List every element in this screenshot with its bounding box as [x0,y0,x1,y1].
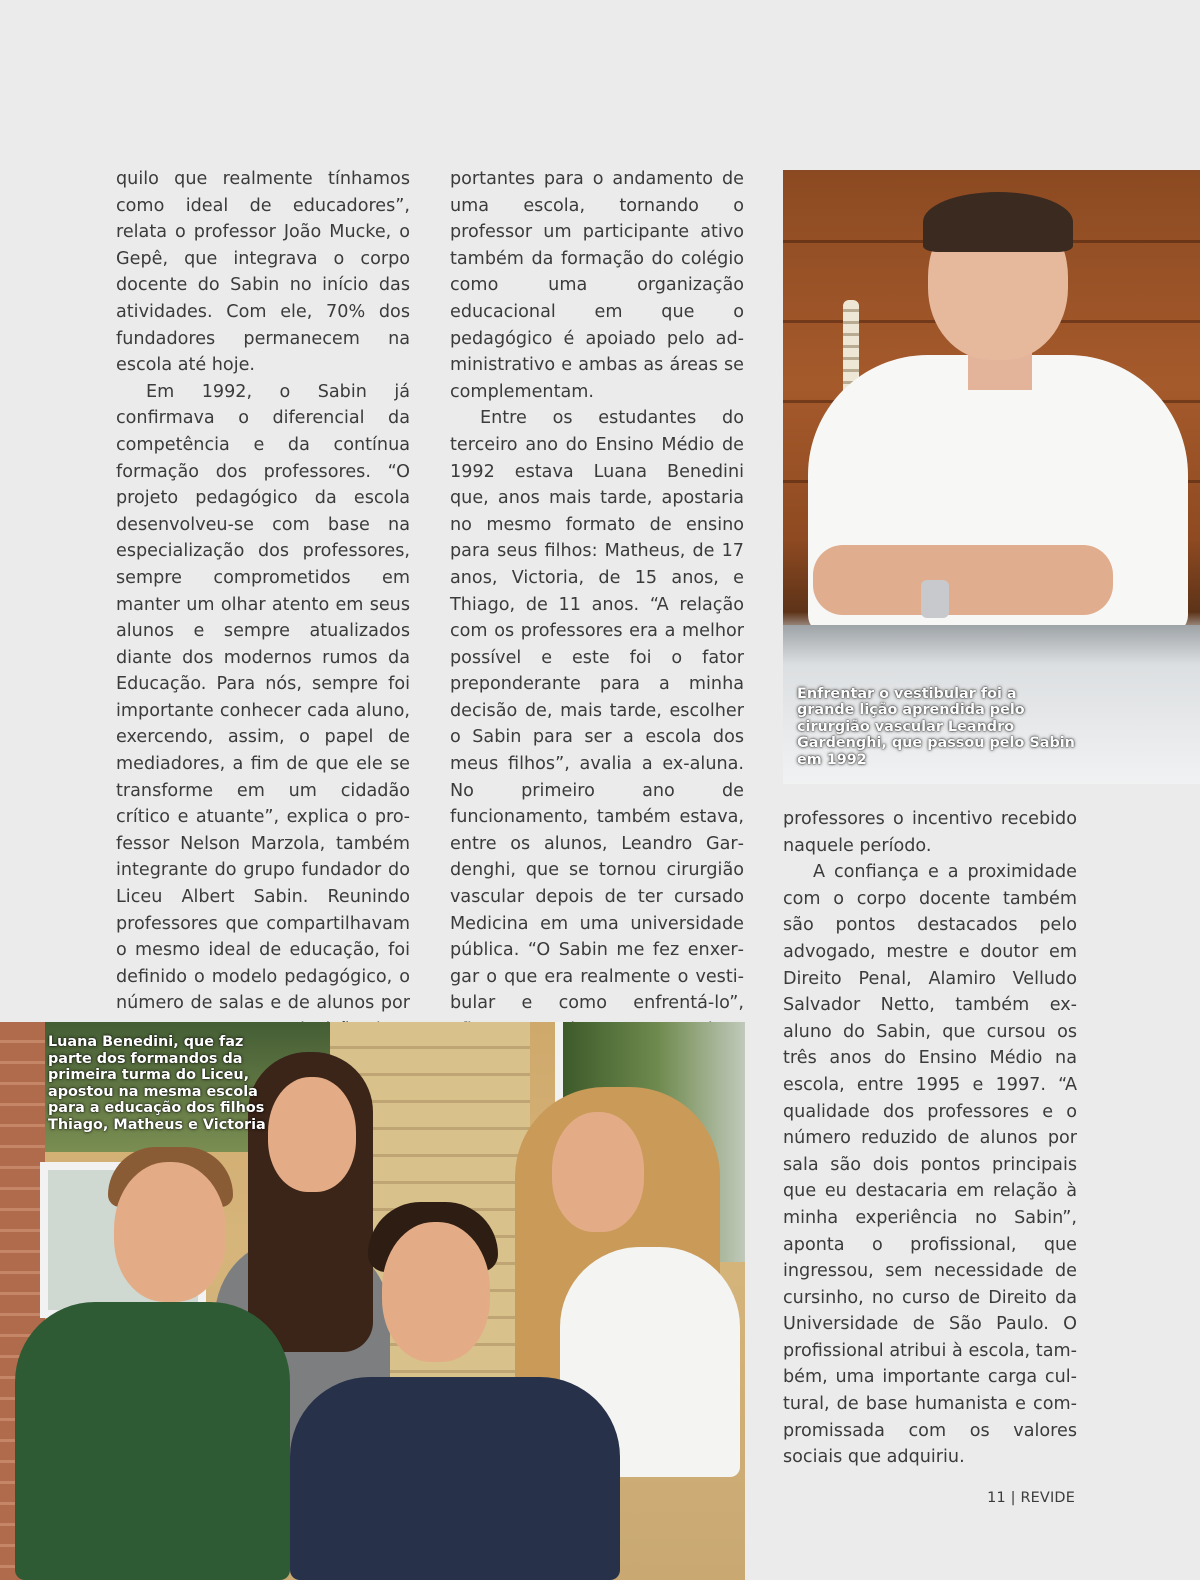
paragraph: professores o incentivo recebido naquele período. [783,809,1077,856]
page-footer [930,1490,1075,1506]
paragraph: Em 1992, o Sabin já confirmava o diferencial da competência e da contínua formação dos professores. “O projeto pedagógico da escola desenvolveu-se com base na especialização dos professores, sempre comprometidos em manter um olhar atento em seus alunos e sempre atualizados diante dos modernos rumos da Educação. Para nós, sempre foi importante conhecer cada aluno, exercendo, assim, o papel de mediadores, a fim de que ele se transforme em um cidadão crítico e atuante”, explica o professor Nelson Marzola, também integrante do grupo fundador do Liceu Albert Sabin. Reunindo professores que compartilhavam o mesmo ideal de educação, foi definido o modelo pedagógico, o número de salas e de alunos por [116,381,410,1014]
photo-caption-family: Luana Benedini, que faz parte dos formandos da primeira turma do Liceu, apostou na mesma escola para a educação dos filhos Thiago, Matheus e Victoria [48,1034,266,1133]
paragraph: portantes para o andamento de uma escola, tornando o professor um participante ativo também da formação do colégio como uma organização educacional em que o pedagógico é apoiado pelo administrativo e ambas as áreas se complementam. [450,169,744,402]
watch-icon [921,580,949,618]
footer-separator: | [1010,1490,1016,1506]
paragraph: quilo que realmente tínhamos como ideal de educadores”, relata o professor João Mucke, o Gepê, que integrava o corpo docente do Sabin no início das atividades. Com ele, 70% dos fundadores permanecem na escola até hoje. [116,169,410,376]
navy-tshirt [290,1377,620,1580]
photo-caption-surgeon: Enfrentar o vestibular foi a grande lição aprendida pelo cirurgião vascular Leandro Gardenghi, que passou pelo Sabin em 1992 [797,685,1075,768]
surgeon-photo [783,170,1200,784]
green-polo [15,1302,290,1580]
article-column-3 [783,806,1077,1471]
page-number: 11 [987,1490,1006,1506]
family-photo [0,1022,745,1580]
paragraph: A confiança e a proximidade com o corpo docente também são pontos destacados pelo advogado, mestre e doutor em Direito Penal, Alamiro Velludo Salvador Netto, também ex-aluno do Sabin, que cursou os três anos do Ensino Médio na escola, entre 1995 e 1997. “A qualidade dos professores e o número reduzido de alunos por sala são dois pontos principais que eu destacaria em relação à minha experiência no Sabin”, aponta o profissional, que ingressou, sem necessidade de cursinho, no curso de Direito da Universidade de São Paulo. O profissional atribui à escola, também, uma importante carga cultural, de base humanista e compromissada com os valores sociais que adquiriu. [783,862,1077,1468]
face [114,1162,226,1302]
article-column-1 [116,166,410,1044]
face [382,1222,490,1362]
hair [923,192,1073,252]
face [552,1112,644,1232]
magazine-name: REVIDE [1020,1490,1075,1506]
paragraph: Entre os estudantes do terceiro ano do Ensino Médio de 1992 estava Luana Benedini que, anos mais tarde, apostaria no mesmo formato de ensino para seus filhos: Matheus, de 17 anos, Victoria, de 15 anos, e Thiago, de 11 anos. “A relação com os professores era a melhor possível e este foi o fator preponderante para a minha decisão de, mais tarde, escolher o Sabin para ser a escola dos meus filhos”, avalia a ex-aluna. No primeiro ano de funcionamento, também estava, entre os alunos, Leandro Gardenghi, que se tornou cirurgião vascular depois de ter cursado Medicina em uma universidade pública. “O Sabin me fez enxergar o que era realmente o vestibular e como enfrentá-lo”, [450,408,744,1014]
crossed-arms [813,545,1113,615]
article-column-2 [450,166,744,1070]
